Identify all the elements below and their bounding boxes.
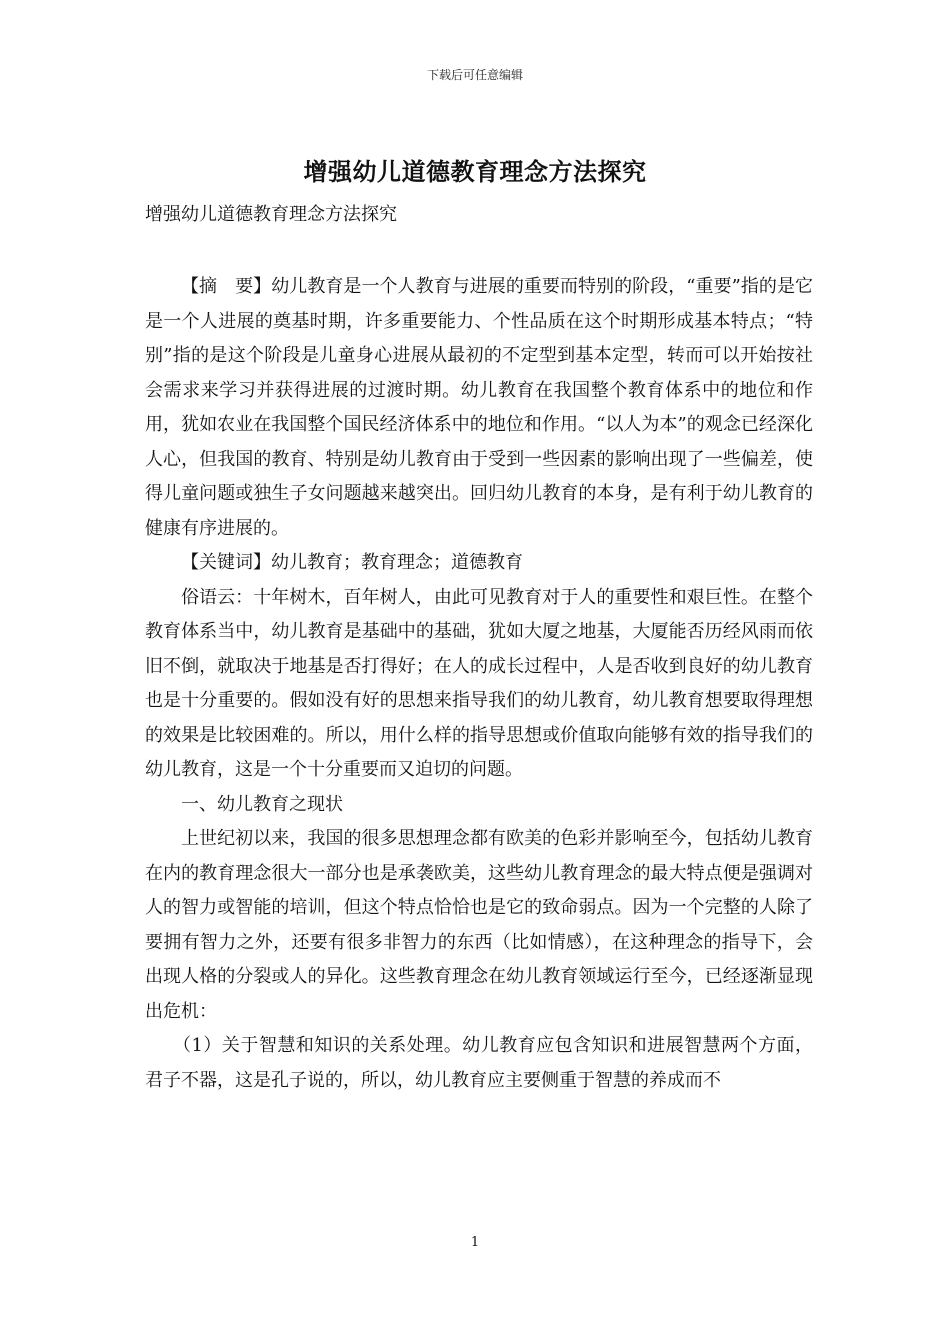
document-body [145, 270, 813, 1098]
keywords-paragraph: 【关键词】幼儿教育；教育理念；道德教育 [181, 552, 523, 573]
document-subtitle: 增强幼儿道德教育理念方法探究 [145, 204, 397, 225]
page-number: 1 [470, 1235, 480, 1250]
numbered-paragraph: （1）关于智慧和知识的关系处理。幼儿教育应包含知识和进展智慧两个方面，君子不器，这是孔子说的，所以，幼儿教育应主要侧重于智慧的养成而不 [145, 1035, 813, 1091]
intro-paragraph: 俗语云：十年树木，百年树人，由此可见教育对于人的重要性和艰巨性。在整个教育体系当中，幼儿教育是基础中的基础，犹如大厦之地基，大厦能否历经风雨而依旧不倒，就取决于地基是否打得好；在人的成长过程中，人是否收到良好的幼儿教育也是十分重要的。假如没有好的思想来指导我们的幼儿教育，幼儿教育想要取得理想的效果是比较困难的。所以，用什么样的指导思想或价值取向能够有效的指导我们的幼儿教育，这是一个十分重要而又迫切的问题。 [145, 586, 813, 780]
abstract-paragraph: 【摘 要】幼儿教育是一个人教育与进展的重要而特别的阶段，“重要”指的是它是一个人进展的奠基时期，许多重要能力、个性品质在这个时期形成基本特点；“特别”指的是这个阶段是儿童身心进展从最初的不定型到基本定型，转而可以开始按社会需求来学习并获得进展的过渡时期。幼儿教育在我国整个教育体系中的地位和作用，犹如农业在我国整个国民经济体系中的地位和作用。“以人为本”的观念已经深化人心，但我国的教育、特别是幼儿教育由于受到一些因素的影响出现了一些偏差，使得儿童问题或独生子女问题越来越突出。回归幼儿教育的本身，是有利于幼儿教育的健康有序进展的。 [145, 276, 813, 539]
document-title: 增强幼儿道德教育理念方法探究 [303, 157, 647, 186]
header-note: 下载后可任意编辑 [426, 68, 523, 82]
body-paragraph: 上世纪初以来，我国的很多思想理念都有欧美的色彩并影响至今，包括幼儿教育在内的教育理念很大一部分也是承袭欧美，这些幼儿教育理念的最大特点便是强调对人的智力或智能的培训，但这个特点恰恰也是它的致命弱点。因为一个完整的人除了要拥有智力之外，还要有很多非智力的东西（比如情感），在这种理念的指导下，会出现人格的分裂或人的异化。这些教育理念在幼儿教育领域运行至今，已经逐渐显现出危机： [145, 828, 813, 1022]
section-heading: 一、幼儿教育之现状 [181, 793, 343, 815]
